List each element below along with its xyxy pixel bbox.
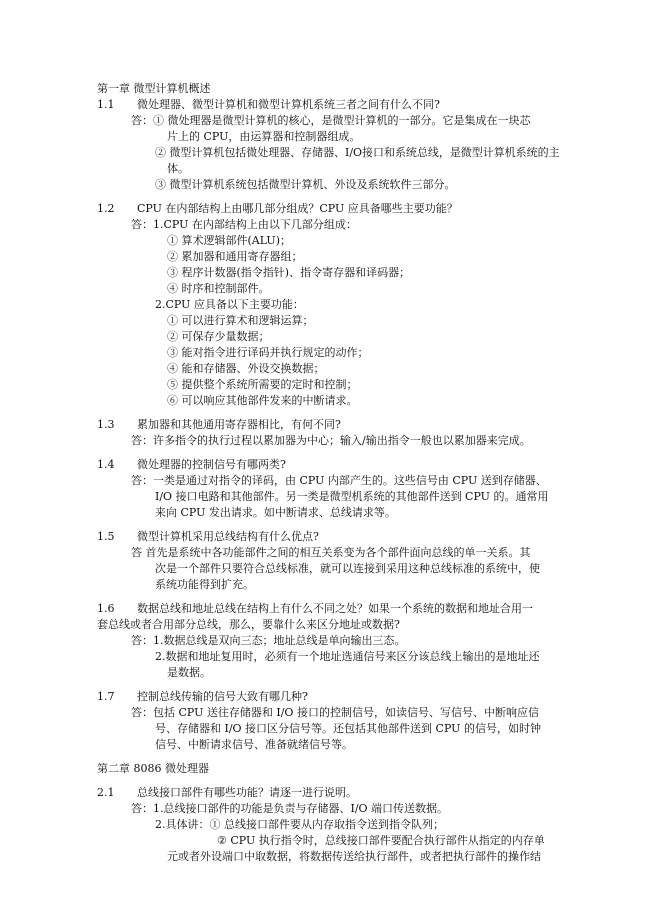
answer-line: ② 累加器和通用寄存器组； (167, 250, 303, 263)
answer-line: 体。 (167, 162, 189, 175)
answer-line: ⑤ 提供整个系统所需要的定时和控制； (167, 378, 358, 391)
answer-line: 答：1.数据总线是双向三态；地址总线是单向输出三态。 (131, 634, 406, 647)
question-text: 总线接口部件有哪些功能？请逐一进行说明。 (137, 786, 357, 799)
question-number: 2.1 (97, 786, 115, 799)
question-text: 微处理器的控制信号有哪两类? (137, 458, 286, 471)
question-number: 1.7 (97, 690, 115, 703)
question-text: 微处理器、微型计算机和微型计算机系统三者之间有什么不同? (137, 98, 440, 111)
answer-line: ③ 程序计数器(指令指针)、指令寄存器和译码器； (167, 266, 411, 279)
question-text: 微型计算机采用总线结构有什么优点? (137, 530, 319, 543)
chapter-2-title: 第二章 8086 微处理器 (97, 762, 209, 775)
question-text: 累加器和其他通用寄存器相比，有何不同? (137, 418, 341, 431)
answer-line: 号、存储器和 I/O 接口区分信号等。还包括其他部件送到 CPU 的信号，如时钟 (155, 722, 541, 735)
answer-line: 2.数据和地址复用时，必须有一个地址选通信号来区分该总线上输出的是地址还 (155, 650, 540, 663)
answer-line: 是数据。 (167, 666, 211, 679)
chapter-1-title: 第一章 微型计算机概述 (97, 82, 211, 95)
answer-line: 来向 CPU 发出请求。如中断请求、总线请求等。 (155, 506, 396, 519)
answer-line: ① 可以进行算术和逻辑运算； (167, 314, 314, 327)
answer-line: ③ 能对指令进行译码并执行规定的动作； (167, 346, 369, 359)
answer-line: 答：包括 CPU 送往存储器和 I/O 接口的控制信号，如读信号、写信号、中断响应信 (131, 706, 539, 719)
answer-line: ④ 能和存储器、外设交换数据； (167, 362, 325, 375)
question-number: 1.4 (97, 458, 115, 471)
answer-line: ⑥ 可以响应其他部件发来的中断请求。 (167, 394, 358, 407)
question-number: 1.6 (97, 602, 115, 615)
answer-line: 信号、中断请求信号、准备就绪信号等。 (155, 738, 353, 751)
answer-line: I/O 接口电路和其他部件。另一类是微型机系统的其他部件送到 CPU 的。通常用 (155, 490, 549, 503)
answer-line: 答 首先是系统中各功能部件之间的相互关系变为各个部件面向总线的单一关系。其 (131, 546, 531, 559)
answer-line: ② 微型计算机包括微处理器、存储器、I/O接口和系统总线，是微型计算机系统的主 (155, 146, 560, 159)
answer-line: 答：1.CPU 在内部结构上由以下几部分组成： (131, 218, 357, 231)
question-number: 1.1 (97, 98, 115, 111)
answer-line: 答：许多指令的执行过程以累加器为中心；输入/输出指令一般也以累加器来完成。 (131, 434, 531, 447)
answer-line: 答：1.总线接口部件的功能是负责与存储器、I/O 端口传送数据。 (131, 802, 449, 815)
answer-line: 系统功能得到扩充。 (155, 578, 254, 591)
answer-line: ① 算术逻辑部件(ALU)； (167, 234, 291, 247)
question-number: 1.3 (97, 418, 115, 431)
question-number: 1.5 (97, 530, 115, 543)
answer-line: 答：一类是通过对指令的译码，由 CPU 内部产生的。这些信号由 CPU 送到存储器、 (131, 474, 547, 487)
question-text: 控制总线传输的信号大致有哪几种? (137, 690, 308, 703)
question-text: CPU 在内部结构上由哪几部分组成？CPU 应具备哪些主要功能？ (137, 202, 458, 215)
answer-line: 片上的 CPU，由运算器和控制器组成。 (167, 130, 361, 143)
answer-line: 2.具体讲：① 总线接口部件要从内存取指令送到指令队列； (155, 818, 444, 831)
answer-line: ② CPU 执行指令时，总线接口部件要配合执行部件从指定的内存单 (217, 834, 545, 847)
answer-line: ② 可保存少量数据； (167, 330, 270, 343)
question-text: 套总线或者合用部分总线，那么，要靠什么来区分地址或数据? (97, 618, 400, 631)
answer-line: ③ 微型计算机系统包括微型计算机、外设及系统软件三部分。 (155, 178, 456, 191)
question-number: 1.2 (97, 202, 115, 215)
answer-line: 2.CPU 应具备以下主要功能： (155, 298, 304, 311)
question-text: 数据总线和地址总线在结构上有什么不同之处？如果一个系统的数据和地址合用一 (137, 602, 533, 615)
answer-line: 次是一个部件只要符合总线标准，就可以连接到采用这种总线标准的系统中，使 (155, 562, 540, 575)
answer-line: 元或者外设端口中取数据，将数据传送给执行部件，或者把执行部件的操作结 (167, 850, 541, 863)
answer-line: ④ 时序和控制部件。 (167, 282, 270, 295)
answer-line: 答：① 微处理器是微型计算机的核心，是微型计算机的一部分。它是集成在一块芯 (131, 114, 531, 127)
